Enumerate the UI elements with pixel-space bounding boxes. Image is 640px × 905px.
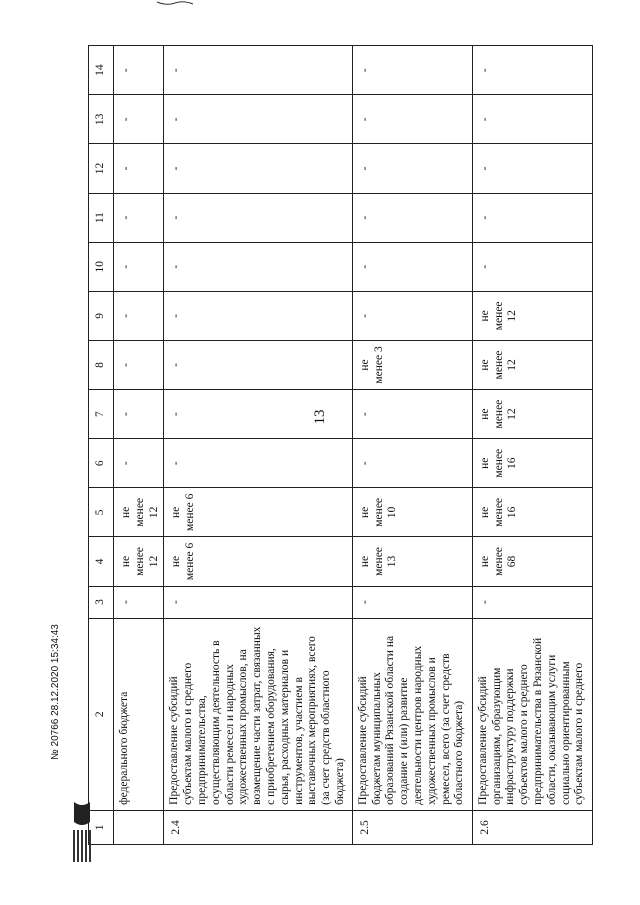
document-stamp-icon (70, 800, 94, 865)
cell-value: не менее 68 (472, 537, 592, 586)
column-number-row (89, 46, 114, 845)
col-header: 10 (89, 242, 114, 291)
cell-value: не менее 12 (472, 390, 592, 439)
col-header: 6 (89, 439, 114, 488)
col-header: 7 (89, 390, 114, 439)
cell-value: - (352, 46, 472, 95)
page-number: 13 (312, 409, 328, 425)
cell-value: - (164, 439, 352, 488)
cell-value: - (164, 586, 352, 618)
cell-value: - (472, 95, 592, 144)
cell-value: - (164, 390, 352, 439)
row-description: Предоставление субсидий бюджетам муниципальных образований Рязанской области на создание и (или) развитие деятельности центров народных художественных промыслов и ремесел, всего (за счет средств областного бюджета) (352, 618, 472, 810)
col-header: 8 (89, 340, 114, 389)
cell-value: - (114, 439, 164, 488)
document-registration-id: № 20766 28.12.2020 15:34:43 (50, 624, 61, 760)
cell-value: - (352, 95, 472, 144)
rotated-table-container (88, 45, 586, 845)
col-header: 9 (89, 291, 114, 340)
row-description: федерального бюджета (114, 618, 164, 810)
cell-value: не менее 13 (352, 537, 472, 586)
cell-value: - (164, 144, 352, 193)
col-header: 12 (89, 144, 114, 193)
cell-value: - (352, 144, 472, 193)
col-header: 3 (89, 586, 114, 618)
table-row (114, 46, 164, 845)
col-header: 11 (89, 193, 114, 242)
col-header: 14 (89, 46, 114, 95)
cell-value: - (114, 390, 164, 439)
cell-value: - (352, 242, 472, 291)
row-number (114, 810, 164, 844)
cell-value: не менее 12 (114, 537, 164, 586)
cell-value: - (114, 46, 164, 95)
cell-value: - (114, 144, 164, 193)
cell-value: - (164, 95, 352, 144)
cell-value: - (164, 242, 352, 291)
cell-value: - (164, 291, 352, 340)
cell-value: - (114, 586, 164, 618)
cell-value: не менее 12 (114, 488, 164, 537)
cell-value: не менее 16 (472, 488, 592, 537)
cell-value: - (114, 242, 164, 291)
table-row (164, 46, 352, 845)
cell-value: - (114, 95, 164, 144)
cell-value: не менее 6 (164, 537, 352, 586)
cell-value: не менее 16 (472, 439, 592, 488)
col-header: 1 (89, 810, 114, 844)
pen-mark (155, 0, 195, 8)
cell-value: - (114, 291, 164, 340)
col-header: 13 (89, 95, 114, 144)
cell-value: не менее 10 (352, 488, 472, 537)
cell-value: - (472, 193, 592, 242)
cell-value: - (114, 193, 164, 242)
row-description: Предоставление субсидий субъектам малого и среднего предпринимательства, осуществляющим деятельность в области ремесел и народных художественных промыслов, на возмещение части затрат, связанных с приобретением оборудования, сырья, расходных материалов и инструментов, участием в выставочных мероприятиях, всего (за счет средств областного бюджета) (164, 618, 352, 810)
col-header: 4 (89, 537, 114, 586)
program-table (88, 45, 593, 845)
cell-value: - (352, 586, 472, 618)
cell-value: - (164, 46, 352, 95)
row-description: Предоставление субсидий организациям, образующим инфраструктуру поддержки субъектов малого и среднего предпринимательства в Рязанской области, оказывающим услуги социально ориентированным субъектам малого и среднего (472, 618, 592, 810)
cell-value: - (472, 586, 592, 618)
row-number: 2.4 (164, 810, 352, 844)
cell-value: - (352, 439, 472, 488)
col-header: 5 (89, 488, 114, 537)
row-number: 2.5 (352, 810, 472, 844)
row-number: 2.6 (472, 810, 592, 844)
cell-value: не менее 3 (352, 340, 472, 389)
table-row (472, 46, 592, 845)
cell-value: не менее 12 (472, 340, 592, 389)
cell-value: - (164, 340, 352, 389)
cell-value: - (472, 46, 592, 95)
cell-value: не менее 6 (164, 488, 352, 537)
cell-value: - (472, 144, 592, 193)
table-row (352, 46, 472, 845)
cell-value: - (164, 193, 352, 242)
cell-value: - (352, 390, 472, 439)
cell-value: - (352, 193, 472, 242)
cell-value: - (352, 291, 472, 340)
col-header: 2 (89, 618, 114, 810)
cell-value: - (114, 340, 164, 389)
cell-value: не менее 12 (472, 291, 592, 340)
cell-value: - (472, 242, 592, 291)
